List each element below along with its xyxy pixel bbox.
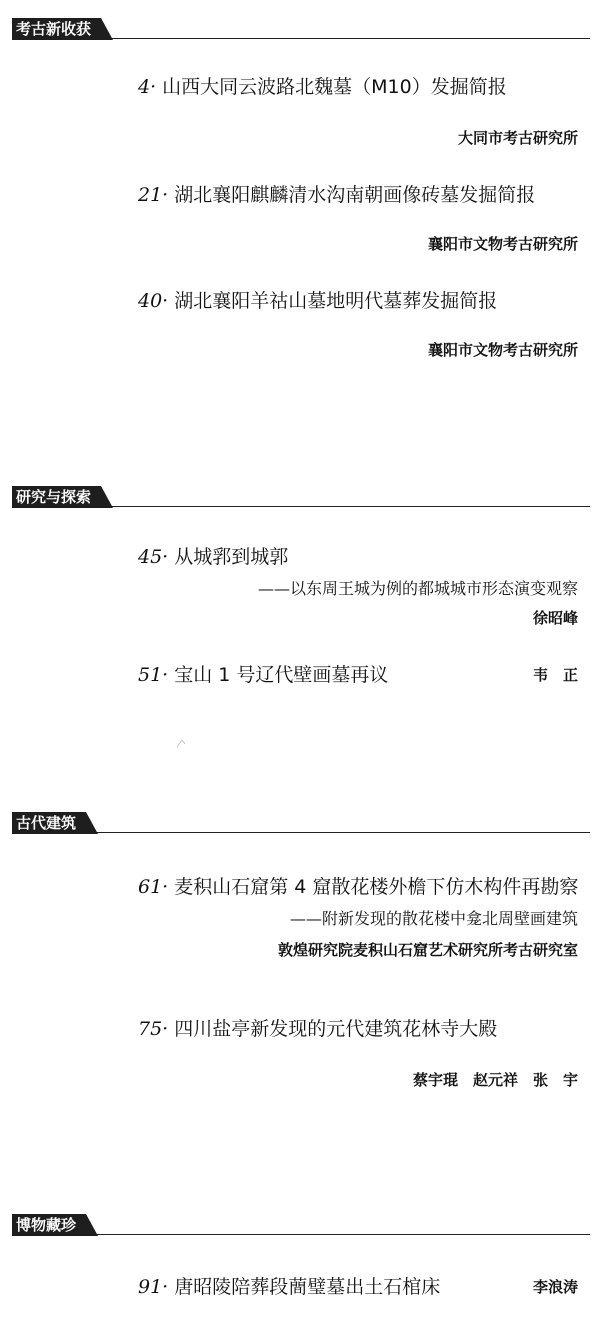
section-title: 研究与探索	[12, 486, 101, 508]
toc-entry-title[interactable]	[138, 182, 535, 208]
toc-entry-author: 徐昭峰	[532, 609, 578, 627]
toc-entry-subtitle: ——以东周王城为例的都城城市形态演变观察	[257, 579, 578, 598]
stray-mark-icon	[176, 738, 186, 748]
toc-entry-title[interactable]	[138, 874, 578, 900]
toc-entry-author: 韦 正	[532, 666, 578, 684]
toc-entry-title[interactable]	[138, 1016, 497, 1042]
toc-entry-author: 蔡宇琨 赵元祥 张 宇	[412, 1071, 578, 1089]
toc-entry-author: 敦煌研究院麦积山石窟艺术研究所考古研究室	[277, 941, 578, 959]
toc-entry-author: 李浪涛	[532, 1278, 578, 1296]
section-header-2	[12, 486, 590, 508]
section-rule	[12, 832, 590, 833]
toc-entry-subtitle: ——附新发现的散花楼中龛北周壁画建筑	[289, 909, 578, 928]
section-header-4	[12, 1214, 590, 1236]
section-title: 博物藏珍	[12, 1214, 86, 1236]
entry-title-text: 湖北襄阳羊祜山墓地明代墓葬发掘简报	[174, 290, 498, 312]
toc-entry-author: 襄阳市文物考古研究所	[427, 341, 578, 359]
entry-title-text: 宝山 1 号辽代壁画墓再议	[174, 664, 389, 686]
page-number: 75·	[138, 1018, 169, 1040]
entry-title-text: 麦积山石窟第 4 窟散花楼外檐下仿木构件再勘察	[174, 876, 579, 898]
section-rule	[12, 1234, 590, 1235]
toc-entry-title[interactable]	[138, 544, 288, 570]
entry-title-text: 湖北襄阳麒麟清水沟南朝画像砖墓发掘简报	[174, 184, 536, 206]
toc-entry-title[interactable]	[138, 662, 388, 688]
page-number: 45·	[138, 546, 169, 568]
page-number: 91·	[138, 1276, 169, 1298]
section-title: 考古新收获	[12, 18, 101, 40]
entry-title-text: 四川盐亭新发现的元代建筑花林寺大殿	[174, 1018, 498, 1040]
page-number: 51·	[138, 664, 169, 686]
section-header-3	[12, 812, 590, 834]
entry-title-text: 唐昭陵陪葬段蕳璧墓出土石棺床	[174, 1276, 441, 1298]
section-header-1	[12, 18, 590, 40]
entry-title-text: 山西大同云波路北魏墓（M10）发掘简报	[162, 76, 507, 98]
page-number: 4·	[138, 76, 157, 98]
toc-entry-author: 襄阳市文物考古研究所	[427, 235, 578, 253]
page-number: 21·	[138, 184, 169, 206]
page-number: 61·	[138, 876, 169, 898]
toc-entry-title[interactable]	[138, 1274, 440, 1300]
toc-entry-title[interactable]	[138, 288, 497, 314]
toc-entry-title[interactable]	[138, 74, 507, 100]
toc-entry-author: 大同市考古研究所	[457, 129, 578, 147]
entry-title-text: 从城郛到城郭	[174, 546, 289, 568]
page-number: 40·	[138, 290, 169, 312]
section-title: 古代建筑	[12, 812, 86, 834]
